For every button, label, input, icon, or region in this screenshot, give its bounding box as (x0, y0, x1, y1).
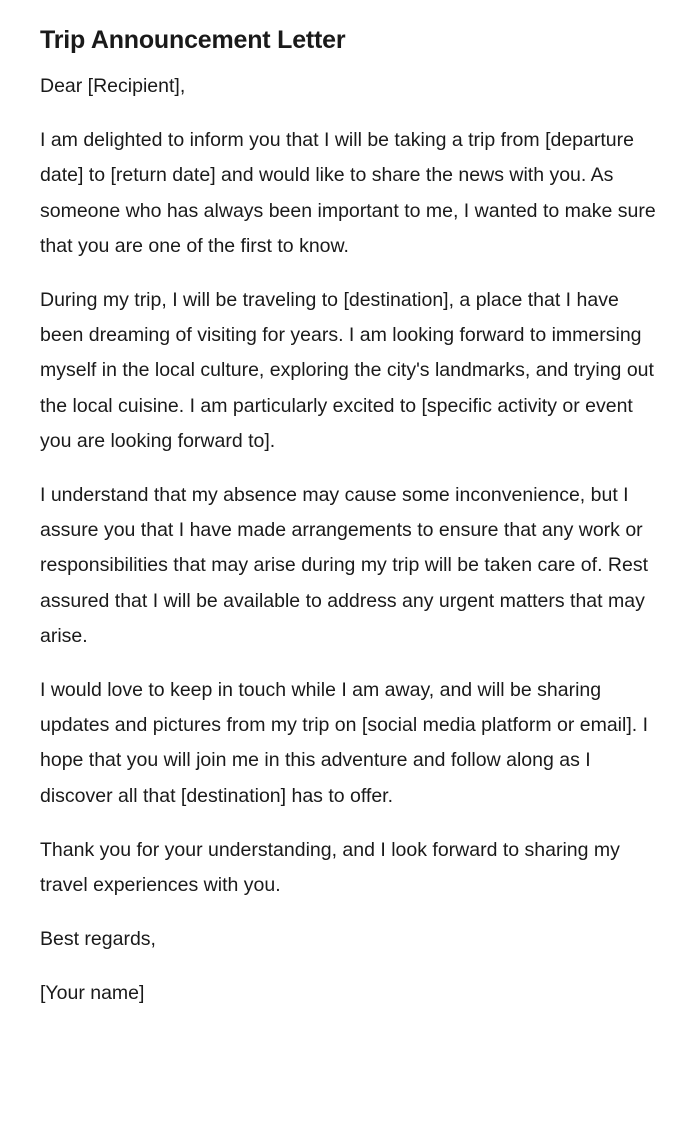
letter-paragraph-3: I understand that my absence may cause some inconvenience, but I assure you that I have made arrangements to ensure that any work or responsibilities that may arise during my trip will be taken care of. Rest assured that I will be available to address any urgent matters that may arise. (40, 484, 649, 647)
letter-greeting: Dear [Recipient], (40, 75, 186, 97)
letter-title: Trip Announcement Letter (40, 26, 346, 54)
letter-closing: Best regards, (40, 928, 156, 951)
letter-paragraph-5: Thank you for your understanding, and I look forward to sharing my travel experiences with you. (40, 838, 620, 897)
letter-signature: [Your name] (40, 982, 145, 1005)
letter-paragraph-4: I would love to keep in touch while I am away, and will be sharing updates and pictures from my trip on [social media platform or email]. I hope that you will join me in this adventure and follow along as I discover all that [destination] has to offer. (40, 679, 649, 807)
letter-paragraph-1: I am delighted to inform you that I will be taking a trip from [departure date] to [return date] and would like to share the news with you. As someone who has always been important to me, I wanted to make sure that you are one of the first to know. (40, 129, 656, 257)
letter-paragraph-2: During my trip, I will be traveling to [destination], a place that I have been dreaming of visiting for years. I am looking forward to immersing myself in the local culture, exploring the city's landmarks, and trying out the local cuisine. I am particularly excited to [specific activity or event you are looking forward to]. (40, 289, 654, 452)
